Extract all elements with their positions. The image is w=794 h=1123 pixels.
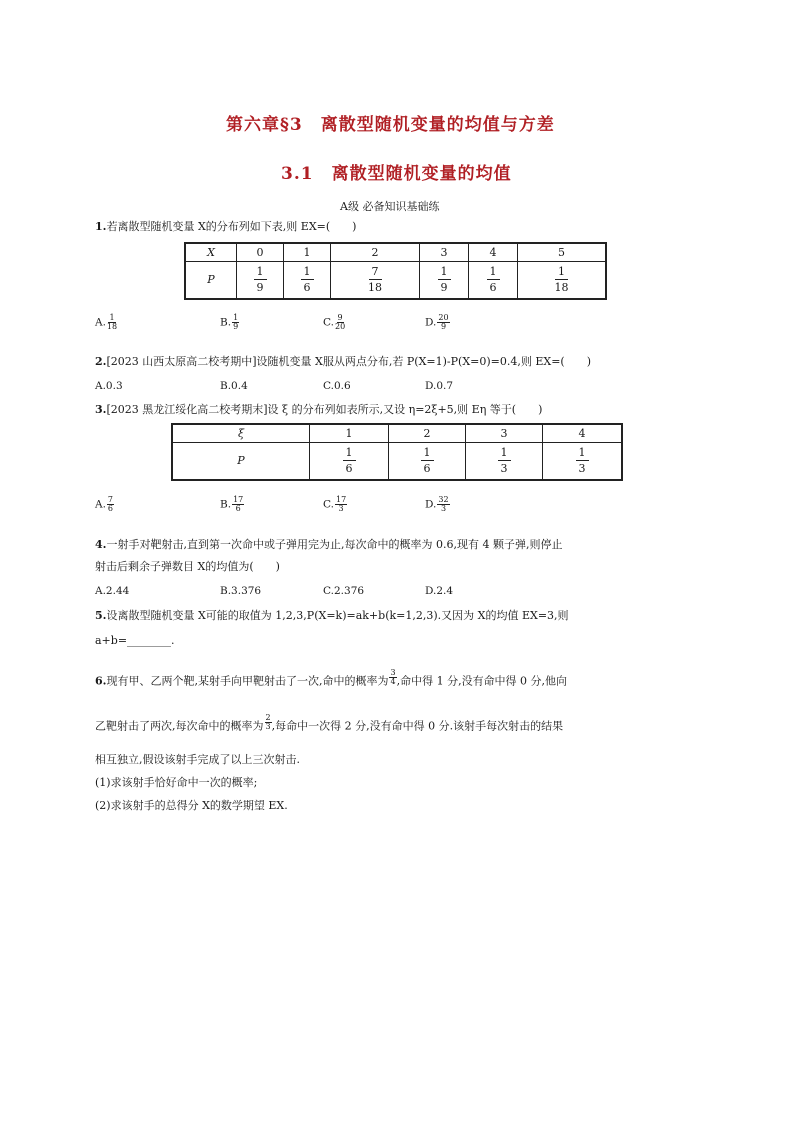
distribution-table-q1 — [184, 242, 607, 300]
question-number: 4. — [95, 538, 107, 551]
option-d: D. $\frac{32}{3}$ — [425, 495, 449, 513]
table-header-cell: 4 — [469, 243, 518, 261]
table-cell: $\frac{1}{6}$ — [310, 442, 389, 480]
option-a: A.0.3 — [95, 380, 123, 392]
distribution-table-q3 — [171, 423, 623, 481]
question-6-line3: 相互独立,假设该射手完成了以上三次射击. — [95, 753, 300, 766]
question-text: [2023 山西太原高二校考期中]设随机变量 X服从两点分布,若 P(X=1)-P(X=0)=0.4,则 EX=( ) — [106, 355, 592, 368]
option-b: B.3.376 — [220, 585, 262, 597]
table-header-cell: 3 — [466, 424, 543, 442]
table-header-cell: 3 — [420, 243, 469, 261]
question-number: 5. — [95, 609, 107, 622]
table-header-cell: 2 — [389, 424, 466, 442]
option-c: C.0.6 — [323, 380, 351, 392]
table-header-cell: 1 — [284, 243, 331, 261]
level-label: A级 必备知识基础练 — [340, 200, 440, 213]
table-header-cell: ξ — [172, 424, 310, 442]
table-cell: $\frac{1}{18}$ — [518, 261, 607, 299]
table-header-cell: 0 — [237, 243, 284, 261]
option-a: A.2.44 — [95, 585, 130, 597]
option-b: B.0.4 — [220, 380, 248, 392]
question-text: 一射手对靶射击,直到第一次命中或子弹用完为止,每次命中的概率为 0.6,现有 4 颗子弹,则停止 — [106, 538, 563, 551]
option-c: C. $\frac{9}{20}$ — [323, 313, 346, 331]
section-subtitle: 3.1 离散型随机变量的均值 — [281, 164, 512, 184]
question-number: 2. — [95, 355, 107, 368]
table-header-cell: 4 — [543, 424, 623, 442]
option-c: C. $\frac{17}{3}$ — [323, 495, 347, 513]
table-cell: $\frac{1}{6}$ — [389, 442, 466, 480]
table-cell: $\frac{1}{9}$ — [237, 261, 284, 299]
option-a: A. $\frac{7}{6}$ — [95, 495, 114, 513]
question-number: 1. — [95, 220, 107, 233]
table-cell: $\frac{7}{18}$ — [331, 261, 420, 299]
table-header-cell: 5 — [518, 243, 607, 261]
option-d: D.2.4 — [425, 585, 454, 597]
table-cell: $\frac{1}{6}$ — [469, 261, 518, 299]
question-text: 若离散型随机变量 X的分布列如下表,则 EX=( ) — [106, 220, 357, 233]
question-1 — [95, 220, 356, 234]
question-4-line2: 射击后剩余子弹数目 X的均值为( ) — [95, 560, 280, 573]
question-6: 6.现有甲、乙两个靶,某射手向甲靶射击了一次,命中的概率为 $\frac{3}{4}$ ,命中得 1 分,没有命中得 0 分,他向 — [95, 668, 568, 688]
question-text: [2023 黑龙江绥化高二校考期末]设 ξ 的分布列如表所示,又设 η=2ξ+5,则 Eη 等于( ) — [106, 403, 543, 416]
option-b: B. $\frac{1}{9}$ — [220, 313, 239, 331]
table-cell: $\frac{1}{3}$ — [466, 442, 543, 480]
table-header-cell: 1 — [310, 424, 389, 442]
table-row-label: P — [172, 442, 310, 480]
question-2 — [95, 355, 591, 369]
question-5 — [95, 609, 569, 623]
fraction: $\frac{2}{3}$ — [265, 713, 271, 731]
question-text: 设离散型随机变量 X可能的取值为 1,2,3,P(X=k)=ak+b(k=1,2,3).又因为 X的均值 EX=3,则 — [106, 609, 569, 622]
table-cell: $\frac{1}{9}$ — [420, 261, 469, 299]
option-c: C.2.376 — [323, 585, 365, 597]
option-d: D.0.7 — [425, 380, 454, 392]
table-cell: $\frac{1}{6}$ — [284, 261, 331, 299]
question-6-line2: 乙靶射击了两次,每次命中的概率为 $\frac{2}{3}$ ,每命中一次得 2 分,没有命中得 0 分.该射手每次射击的结果 — [95, 713, 564, 733]
option-b: B. $\frac{17}{6}$ — [220, 495, 244, 513]
table-header-cell: X — [185, 243, 237, 261]
question-6-part-1: (1)求该射手恰好命中一次的概率; — [95, 776, 258, 789]
option-d: D. $\frac{20}{9}$ — [425, 313, 449, 331]
question-number: 6. — [95, 674, 107, 688]
fraction: $\frac{3}{4}$ — [390, 668, 396, 686]
table-row-label: P — [185, 261, 237, 299]
question-3 — [95, 403, 542, 417]
option-a: A. $\frac{1}{18}$ — [95, 313, 118, 331]
question-5-answer-line: a+b=________. — [95, 634, 175, 647]
question-6-part-2: (2)求该射手的总得分 X的数学期望 EX. — [95, 799, 288, 812]
question-4 — [95, 538, 562, 552]
table-cell: $\frac{1}{3}$ — [543, 442, 623, 480]
question-number: 3. — [95, 403, 107, 416]
page-title: 第六章§3 离散型随机变量的均值与方差 — [226, 115, 555, 135]
table-header-cell: 2 — [331, 243, 420, 261]
